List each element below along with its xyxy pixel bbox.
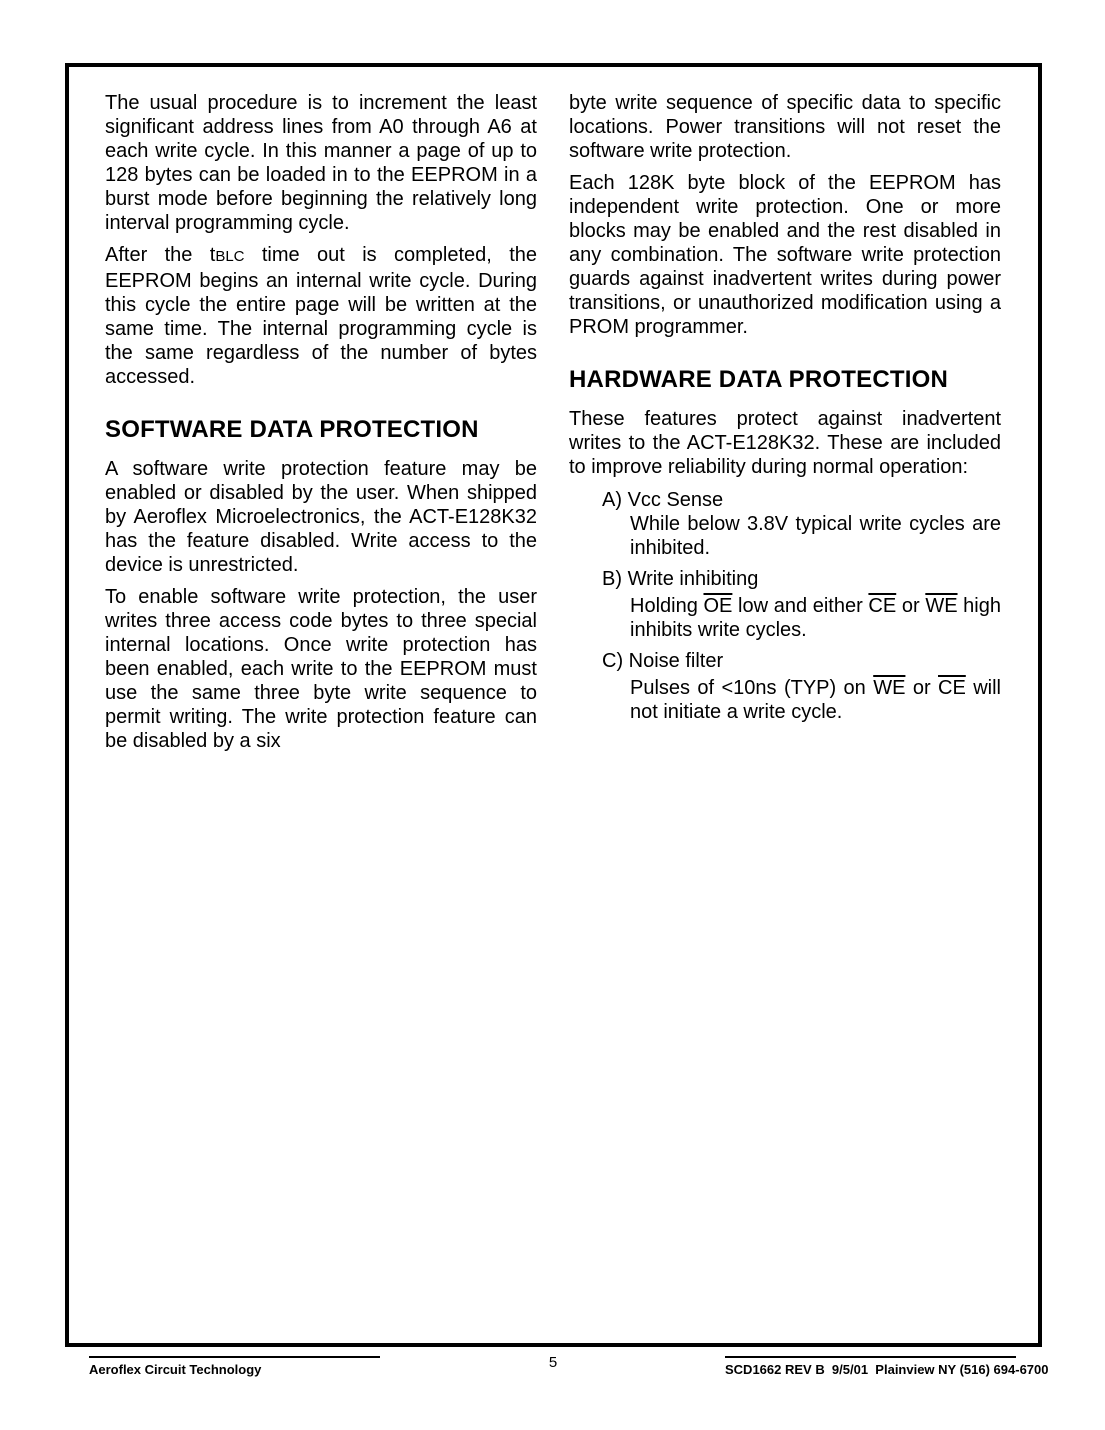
tblc-subscript: BLC	[215, 248, 245, 265]
list-item-label: A)	[602, 489, 622, 511]
heading-software-data-protection: SOFTWARE DATA PROTECTION	[105, 416, 479, 443]
list-item-vcc-sense	[569, 488, 1001, 560]
footer-company	[89, 1356, 380, 1377]
footer-doc-info	[725, 1356, 1049, 1377]
list-item-noise-filter	[569, 649, 1001, 724]
list-item-title: Noise filter	[628, 650, 724, 672]
paragraph-tblc-timeout	[105, 243, 537, 389]
signal-oe-overline: $\overline{OE}$	[703, 595, 733, 617]
body-segment: low and either	[732, 595, 869, 617]
paragraph-hdp-intro: These features protect against inadvertent writes to the ACT-E128K32. These are included to improve reliability during normal operation:	[569, 408, 1001, 478]
paragraph-block-protection: Each 128K byte block of the EEPROM has independent write protection. One or more blocks may be enabled and the rest disabled in any combination. The software write protection guards against inadvertent writes during power transitions, or unauthorized modification using a PROM programmer.	[569, 172, 1001, 338]
footer-doc-reference: SCD1662 REV B 9/5/01 Plainview NY (516) 694-6700	[725, 1362, 1049, 1377]
list-item-title: Vcc Sense	[627, 489, 724, 511]
list-item-head	[602, 567, 1001, 591]
body-segment: Pulses of <10ns (TYP) on	[630, 677, 874, 699]
paragraph-sdp-enable: To enable software write protection, the user writes three access code bytes to three special internal locations. Once write protection has been enabled, each write to the EEPROM must use the same three byte write sequence to permit writing. The write protection feature can be disabled by a six	[105, 586, 537, 752]
body-segment: or	[905, 677, 938, 699]
signal-we-overline: $\overline{WE}$	[925, 595, 958, 617]
paragraph-segment: After the t	[105, 244, 216, 266]
footer-company-name: Aeroflex Circuit Technology	[89, 1362, 262, 1377]
body-segment: Holding	[630, 595, 704, 617]
paragraph-sdp-feature: A software write protection feature may be enabled or disabled by the user. When shipped by Aeroflex Microelectronics, the ACT-E128K32 has the feature disabled. Write access to the device is unrestricted.	[105, 458, 537, 576]
hardware-protection-list	[569, 488, 1001, 724]
paragraph-segment: time out is completed, the EEPROM begins an internal write cycle. During this cycle the entire page will be written at the same time. The internal programming cycle is the same regardless of the number of bytes accessed.	[105, 244, 537, 388]
paragraph-page-write: The usual procedure is to increment the least significant address lines from A0 through A6 at each write cycle. In this manner a page of up to 128 bytes can be loaded in to the EEPROM in a burst mode before beginning the relatively long interval programming cycle.	[105, 92, 537, 234]
list-item-body	[630, 591, 1001, 642]
list-item-body	[630, 673, 1001, 724]
right-column	[569, 91, 1001, 731]
list-item-head	[602, 649, 1001, 673]
signal-ce-overline: $\overline{CE}$	[938, 677, 966, 699]
list-item-label: B)	[602, 568, 622, 590]
body-segment: will not initiate a write cycle.	[630, 677, 1001, 723]
list-item-head	[602, 488, 1001, 512]
paragraph-byte-write-sequence: byte write sequence of specific data to specific locations. Power transitions will not reset the software write protection.	[569, 92, 1001, 162]
left-column	[105, 91, 537, 753]
heading-hardware-data-protection: HARDWARE DATA PROTECTION	[569, 366, 949, 393]
signal-ce-overline: $\overline{CE}$	[868, 595, 897, 617]
list-item-title: Write inhibiting	[627, 568, 759, 590]
list-item-body: While below 3.8V typical write cycles are inhibited.	[630, 513, 1001, 559]
body-segment: or	[896, 595, 926, 617]
page-number: 5	[548, 1354, 558, 1371]
list-item-label: C)	[602, 650, 624, 672]
signal-we-overline: $\overline{WE}$	[873, 677, 906, 699]
body-segment: high inhibits write cycles.	[630, 595, 1001, 641]
list-item-write-inhibiting	[569, 567, 1001, 642]
